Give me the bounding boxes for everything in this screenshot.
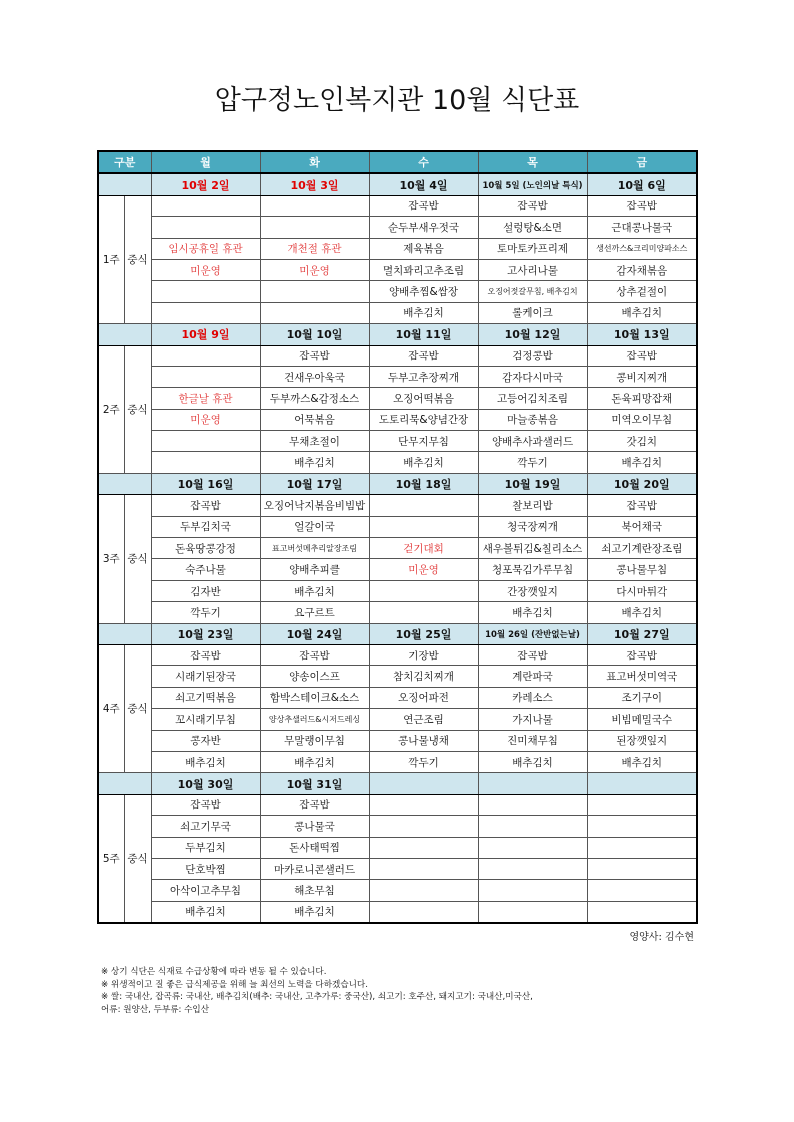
- menu-row: [98, 559, 697, 580]
- menu-cell: 양배추사과샐러드: [478, 431, 587, 452]
- menu-cell: [369, 580, 478, 601]
- date-cell: 10월 18일: [369, 473, 478, 494]
- date-cell: [369, 773, 478, 794]
- notes: [101, 966, 701, 1016]
- menu-cell: 콩비지찌개: [587, 366, 697, 387]
- date-cell: 10월 4일: [369, 173, 478, 195]
- meal-label: 중식: [124, 345, 151, 473]
- menu-cell: 배추김치: [260, 580, 369, 601]
- menu-cell: 표고버섯미역국: [587, 666, 697, 687]
- menu-cell: 돈육피망잡채: [587, 388, 697, 409]
- week-label: 5주: [98, 794, 124, 923]
- date-cell: 10월 10일: [260, 324, 369, 345]
- date-row: [98, 173, 697, 195]
- menu-row: [98, 366, 697, 387]
- week-label: 3주: [98, 495, 124, 623]
- menu-cell: 잡곡밥: [587, 644, 697, 665]
- menu-cell: 연근조림: [369, 709, 478, 730]
- date-cell: 10월 9일: [151, 324, 260, 345]
- menu-cell: 고등어김치조림: [478, 388, 587, 409]
- page-title: 압구정노인복지관 10월 식단표: [214, 85, 580, 116]
- date-cell: 10월 12일: [478, 324, 587, 345]
- menu-cell: [151, 345, 260, 366]
- date-row: [98, 623, 697, 644]
- menu-cell: 진미채무침: [478, 730, 587, 751]
- menu-cell: 깍두기: [151, 602, 260, 623]
- menu-cell: 숙주나물: [151, 559, 260, 580]
- menu-cell: 순두부새우젓국: [369, 217, 478, 238]
- menu-row: [98, 837, 697, 858]
- menu-cell: [369, 794, 478, 815]
- menu-cell: [369, 901, 478, 923]
- date-cell: 10월 19일: [478, 473, 587, 494]
- menu-row: [98, 452, 697, 473]
- menu-row: [98, 238, 697, 259]
- menu-cell: 무말랭이무침: [260, 730, 369, 751]
- menu-cell: 잡곡밥: [151, 495, 260, 516]
- menu-cell: 배추김치: [587, 751, 697, 772]
- date-cell: 10월 23일: [151, 623, 260, 644]
- menu-cell: 참치김치찌개: [369, 666, 478, 687]
- menu-cell: 잡곡밥: [260, 345, 369, 366]
- date-row-spacer: [98, 473, 151, 494]
- header-row: [98, 151, 697, 173]
- menu-cell: [369, 516, 478, 537]
- menu-cell: 오징어파전: [369, 687, 478, 708]
- menu-cell: 두부김치국: [151, 516, 260, 537]
- menu-cell: 상추겉절이: [587, 281, 697, 302]
- menu-cell: 오징어떡볶음: [369, 388, 478, 409]
- menu-cell: 기장밥: [369, 644, 478, 665]
- menu-cell: [151, 217, 260, 238]
- menu-cell: [260, 302, 369, 323]
- menu-cell: 조기구이: [587, 687, 697, 708]
- menu-cell: 배추김치: [587, 302, 697, 323]
- menu-row: [98, 345, 697, 366]
- menu-cell: [587, 794, 697, 815]
- date-cell: 10월 17일: [260, 473, 369, 494]
- menu-cell: 배추김치: [151, 751, 260, 772]
- menu-cell: [587, 816, 697, 837]
- menu-cell: 배추김치: [260, 751, 369, 772]
- menu-cell: [587, 880, 697, 901]
- menu-cell: 설렁탕&소면: [478, 217, 587, 238]
- meal-label: 중식: [124, 644, 151, 772]
- header-day-thu: 목: [478, 151, 587, 173]
- meal-label: 중식: [124, 495, 151, 623]
- dietitian: 영양사: 김수현: [629, 932, 694, 943]
- menu-cell: 배추김치: [260, 901, 369, 923]
- menu-cell: 쇠고기무국: [151, 816, 260, 837]
- date-cell: [478, 773, 587, 794]
- menu-cell: [478, 858, 587, 879]
- menu-cell: 배추김치: [260, 452, 369, 473]
- menu-cell: 단무지무침: [369, 431, 478, 452]
- menu-row: [98, 816, 697, 837]
- menu-cell: 표고버섯메추리알장조림: [260, 538, 369, 559]
- header-day-mon: 월: [151, 151, 260, 173]
- menu-cell: 멸치꽈리고추조림: [369, 259, 478, 280]
- date-cell: 10월 16일: [151, 473, 260, 494]
- menu-row: [98, 602, 697, 623]
- menu-cell: 잡곡밥: [587, 345, 697, 366]
- week-label: 1주: [98, 195, 124, 323]
- menu-cell: 콩나물냉채: [369, 730, 478, 751]
- date-cell: 10월 26일 (잔반없는날): [478, 623, 587, 644]
- menu-cell: [151, 452, 260, 473]
- menu-cell: 쇠고기계란장조림: [587, 538, 697, 559]
- date-cell: 10월 31일: [260, 773, 369, 794]
- menu-row: [98, 302, 697, 323]
- menu-cell: 찰보리밥: [478, 495, 587, 516]
- date-cell: 10월 3일: [260, 173, 369, 195]
- menu-row: [98, 751, 697, 772]
- menu-cell: 양배추피클: [260, 559, 369, 580]
- menu-cell: [260, 195, 369, 216]
- menu-cell: [369, 858, 478, 879]
- menu-cell: 미역오이무침: [587, 409, 697, 430]
- menu-cell: 도토리묵&양념간장: [369, 409, 478, 430]
- menu-cell: 배추김치: [369, 302, 478, 323]
- menu-cell: 마늘종볶음: [478, 409, 587, 430]
- week-label: 4주: [98, 644, 124, 772]
- menu-cell: [478, 794, 587, 815]
- menu-cell: 두부김치: [151, 837, 260, 858]
- header-day-wed: 수: [369, 151, 478, 173]
- menu-cell: 계란파국: [478, 666, 587, 687]
- header-day-fri: 금: [587, 151, 697, 173]
- menu-cell: 양상추샐러드&시저드레싱: [260, 709, 369, 730]
- menu-cell: [151, 366, 260, 387]
- menu-cell: 배추김치: [151, 901, 260, 923]
- menu-cell: 비빔메밀국수: [587, 709, 697, 730]
- menu-cell: 김자반: [151, 580, 260, 601]
- menu-cell: 한글날 휴관: [151, 388, 260, 409]
- menu-cell: 잡곡밥: [478, 644, 587, 665]
- date-row: [98, 324, 697, 345]
- meal-label: 중식: [124, 195, 151, 323]
- menu-cell: 무채초절이: [260, 431, 369, 452]
- menu-cell: 개천절 휴관: [260, 238, 369, 259]
- menu-cell: 생선까스&크리미양파소스: [587, 238, 697, 259]
- menu-cell: 아삭이고추무침: [151, 880, 260, 901]
- note-line: ※ 쌀: 국내산, 잡곡류: 국내산, 배추김치(배추: 국내산, 고추가루: 중국산), 쇠고기: 호주산, 돼지고기: 국내산,미국산,: [101, 992, 533, 1002]
- menu-cell: 돈사태떡찜: [260, 837, 369, 858]
- menu-row: [98, 580, 697, 601]
- menu-cell: 콩나물무침: [587, 559, 697, 580]
- menu-row: [98, 538, 697, 559]
- menu-cell: 쇠고기떡볶음: [151, 687, 260, 708]
- menu-row: [98, 858, 697, 879]
- menu-row: [98, 409, 697, 430]
- date-cell: 10월 27일: [587, 623, 697, 644]
- menu-cell: 꼬시래기무침: [151, 709, 260, 730]
- menu-cell: 단호박찜: [151, 858, 260, 879]
- header-day-tue: 화: [260, 151, 369, 173]
- menu-cell: 갓김치: [587, 431, 697, 452]
- menu-row: [98, 495, 697, 516]
- menu-cell: 된장깻잎지: [587, 730, 697, 751]
- menu-cell: 감자채볶음: [587, 259, 697, 280]
- menu-cell: 제육볶음: [369, 238, 478, 259]
- menu-cell: 함박스테이크&소스: [260, 687, 369, 708]
- menu-cell: 청국장찌개: [478, 516, 587, 537]
- date-cell: 10월 13일: [587, 324, 697, 345]
- menu-cell: 고사리나물: [478, 259, 587, 280]
- menu-cell: [587, 858, 697, 879]
- menu-cell: 두부까스&감정소스: [260, 388, 369, 409]
- menu-row: [98, 901, 697, 923]
- menu-cell: 잡곡밥: [369, 345, 478, 366]
- menu-cell: [151, 431, 260, 452]
- menu-row: [98, 687, 697, 708]
- menu-cell: [478, 901, 587, 923]
- menu-cell: 해초무침: [260, 880, 369, 901]
- note-line: ※ 위생적이고 질 좋은 급식제공을 위해 늘 최선의 노력을 다하겠습니다.: [101, 979, 368, 990]
- menu-cell: 시래기된장국: [151, 666, 260, 687]
- menu-cell: 잡곡밥: [151, 644, 260, 665]
- menu-cell: 콩나물국: [260, 816, 369, 837]
- date-cell: 10월 2일: [151, 173, 260, 195]
- menu-cell: [369, 816, 478, 837]
- menu-cell: 새우볼튀김&칠리소스: [478, 538, 587, 559]
- menu-cell: 카레소스: [478, 687, 587, 708]
- menu-cell: 배추김치: [478, 751, 587, 772]
- date-cell: 10월 5일 (노인의날 특식): [478, 173, 587, 195]
- menu-table: [97, 150, 698, 924]
- menu-row: [98, 431, 697, 452]
- date-cell: [587, 773, 697, 794]
- menu-cell: 건새우아욱국: [260, 366, 369, 387]
- menu-cell: 미운영: [151, 409, 260, 430]
- menu-cell: 토마토카프리제: [478, 238, 587, 259]
- menu-cell: 다시마튀각: [587, 580, 697, 601]
- menu-cell: [369, 880, 478, 901]
- menu-cell: 잡곡밥: [260, 794, 369, 815]
- menu-cell: [369, 495, 478, 516]
- menu-cell: 감자다시마국: [478, 366, 587, 387]
- date-row-spacer: [98, 623, 151, 644]
- menu-row: [98, 730, 697, 751]
- meal-label: 중식: [124, 794, 151, 923]
- week-label: 2주: [98, 345, 124, 473]
- menu-cell: 요구르트: [260, 602, 369, 623]
- date-cell: 10월 25일: [369, 623, 478, 644]
- menu-cell: [478, 816, 587, 837]
- menu-cell: 깍두기: [369, 751, 478, 772]
- menu-cell: 걷기대회: [369, 538, 478, 559]
- menu-cell: 롤케이크: [478, 302, 587, 323]
- date-cell: 10월 11일: [369, 324, 478, 345]
- menu-row: [98, 709, 697, 730]
- menu-cell: [369, 602, 478, 623]
- menu-cell: 배추김치: [369, 452, 478, 473]
- menu-cell: 간장깻잎지: [478, 580, 587, 601]
- menu-cell: 북어채국: [587, 516, 697, 537]
- menu-cell: 잡곡밥: [587, 495, 697, 516]
- menu-cell: [587, 837, 697, 858]
- menu-row: [98, 259, 697, 280]
- menu-cell: 잡곡밥: [478, 195, 587, 216]
- menu-cell: [260, 281, 369, 302]
- menu-row: [98, 217, 697, 238]
- menu-cell: 미운영: [369, 559, 478, 580]
- menu-cell: 배추김치: [587, 602, 697, 623]
- menu-cell: 청포묵김가루무침: [478, 559, 587, 580]
- menu-cell: [151, 302, 260, 323]
- menu-row: [98, 388, 697, 409]
- date-row-spacer: [98, 324, 151, 345]
- menu-cell: 배추김치: [478, 602, 587, 623]
- menu-cell: 깍두기: [478, 452, 587, 473]
- menu-cell: 잡곡밥: [151, 794, 260, 815]
- menu-row: [98, 281, 697, 302]
- menu-row: [98, 516, 697, 537]
- note-line: 어류: 원양산, 두부류: 수입산: [101, 1004, 210, 1015]
- menu-cell: 얼갈이국: [260, 516, 369, 537]
- date-cell: 10월 20일: [587, 473, 697, 494]
- menu-row: [98, 666, 697, 687]
- menu-cell: 임시공휴일 휴관: [151, 238, 260, 259]
- menu-cell: [369, 837, 478, 858]
- date-row-spacer: [98, 773, 151, 794]
- menu-cell: [478, 880, 587, 901]
- date-row: [98, 473, 697, 494]
- date-row: [98, 773, 697, 794]
- menu-cell: 미운영: [260, 259, 369, 280]
- menu-row: [98, 880, 697, 901]
- menu-cell: [151, 195, 260, 216]
- menu-cell: 두부고추장찌개: [369, 366, 478, 387]
- date-row-spacer: [98, 173, 151, 195]
- menu-cell: 미운영: [151, 259, 260, 280]
- menu-cell: 잡곡밥: [260, 644, 369, 665]
- menu-row: [98, 794, 697, 815]
- date-cell: 10월 24일: [260, 623, 369, 644]
- menu-cell: [587, 901, 697, 923]
- menu-cell: 콩자반: [151, 730, 260, 751]
- menu-cell: 잡곡밥: [369, 195, 478, 216]
- date-cell: 10월 30일: [151, 773, 260, 794]
- menu-cell: 근대콩나물국: [587, 217, 697, 238]
- menu-cell: [151, 281, 260, 302]
- header-category: 구분: [98, 151, 151, 173]
- menu-cell: 가지나물: [478, 709, 587, 730]
- menu-cell: 양배추찜&쌈장: [369, 281, 478, 302]
- menu-cell: 잡곡밥: [587, 195, 697, 216]
- menu-cell: 배추김치: [587, 452, 697, 473]
- menu-cell: 오징어낙지볶음비빔밥: [260, 495, 369, 516]
- date-cell: 10월 6일: [587, 173, 697, 195]
- menu-cell: [478, 837, 587, 858]
- menu-cell: 돈육땅콩강정: [151, 538, 260, 559]
- menu-cell: 어묵볶음: [260, 409, 369, 430]
- menu-cell: [260, 217, 369, 238]
- menu-cell: 검정콩밥: [478, 345, 587, 366]
- menu-cell: 양송이스프: [260, 666, 369, 687]
- menu-cell: 오징어젓갈무침, 배추김치: [478, 281, 587, 302]
- note-line: ※ 상기 식단은 식재료 수급상황에 따라 변동 될 수 있습니다.: [101, 967, 327, 977]
- menu-cell: 마카로니콘샐러드: [260, 858, 369, 879]
- menu-row: [98, 644, 697, 665]
- menu-row: [98, 195, 697, 216]
